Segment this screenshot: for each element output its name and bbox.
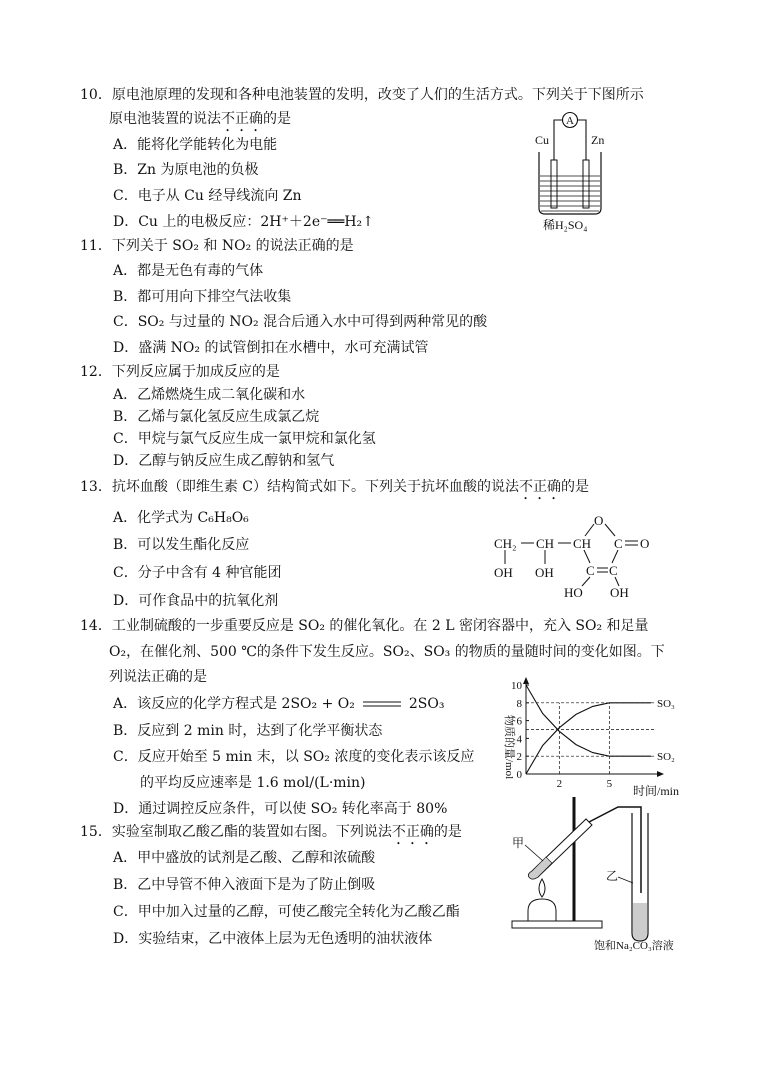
y-tick-label: 10: [511, 680, 522, 692]
jia-label: 甲: [512, 836, 525, 850]
x-tick-label: 2: [556, 778, 563, 790]
y-tick-label: 0: [516, 769, 522, 781]
y-tick-label: 8: [516, 697, 522, 710]
atom-ring-c3: C: [609, 563, 618, 578]
q12-option-a: A．乙烯燃烧生成二氧化碳和水: [113, 387, 306, 403]
q15-option-c: C．甲中加入过量的乙醇，可使乙酸完全转化为乙酸乙酯: [113, 904, 460, 920]
q14-stem-line3: 列说法正确的是: [109, 669, 207, 685]
q15-stem-part: 15．实验室制取乙酸乙酯的装置如右图。下列说法: [80, 824, 392, 840]
ester-apparatus-figure: [498, 793, 698, 955]
bond: [612, 550, 618, 563]
q12-option-b: B．乙烯与氯化氢反应生成氯乙烷: [113, 409, 320, 425]
x-axis-arrow-icon: [657, 771, 664, 777]
reversible-arrow-icon: [359, 698, 405, 710]
y-tick-label: 6: [516, 715, 522, 728]
yi-pointer: [618, 877, 633, 883]
q14-option-d: D．通过调控反应条件，可以使 SO₂ 转化率高于 80%: [113, 801, 448, 817]
q10-emphasis: 不正确: [221, 111, 263, 127]
stand-base: [512, 921, 602, 928]
q11-option-d: D．盛满 NO₂ 的试管倒扣在水槽中，水可充满试管: [113, 340, 429, 356]
series-label: SO₂: [657, 751, 675, 764]
q14-option-b: B．反应到 2 min 时，达到了化学平衡状态: [113, 723, 383, 739]
galvanic-cell-figure: [525, 108, 620, 234]
series-line: [526, 703, 651, 774]
x-tick-label: 5: [606, 778, 613, 790]
solution-hatching: [540, 176, 600, 211]
wire: [578, 120, 587, 160]
atom-ch: CH: [536, 536, 555, 551]
q15-stem-part: 的是: [433, 824, 462, 840]
ammeter-label: A: [566, 115, 574, 127]
q14-option-c-line1: C．反应开始至 5 min 末，以 SO₂ 浓度的变化表示该反应: [113, 749, 475, 765]
zn-label: Zn: [591, 133, 605, 147]
q10-option-c: C．电子从 Cu 经导线流向 Zn: [113, 188, 302, 204]
q13-option-d: D．可作食品中的抗氧化剂: [113, 593, 279, 609]
q12-option-d: D．乙醇与钠反应生成乙醇钠和氢气: [113, 453, 335, 469]
y-tick-label: 2: [516, 751, 522, 764]
q14-stem-line2: O₂，在催化剂、500 ℃的条件下发生反应。SO₂、SO₃ 的物质的量随时间的变化如图。下: [109, 644, 665, 660]
q13-option-c: C．分子中含有 4 种官能团: [113, 565, 282, 581]
q15-stem: [80, 822, 462, 848]
q10-stem-line2: [109, 109, 291, 135]
q11-option-c: C．SO₂ 与过量的 NO₂ 混合后通入水中可得到两种常见的酸: [113, 314, 488, 330]
q11-stem: 11．下列关于 SO₂ 和 NO₂ 的说法正确的是: [80, 238, 354, 254]
q10-stem-line1: 10．原电池原理的发现和各种电池装置的发明，改变了人们的生活方式。下列关于下图所示: [80, 87, 644, 103]
q12-stem: 12．下列反应属于加成反应的是: [80, 364, 280, 380]
x-axis-label: 时间/min: [633, 784, 680, 798]
q11-option-b: B．都可用向下排空气法收集: [113, 289, 292, 305]
q13-stem-part: 的是: [560, 479, 589, 495]
q10-option-a: A．能将化学能转化为电能: [113, 137, 278, 153]
q10-stem-part: 原电池装置的说法: [109, 111, 221, 127]
q10-option-d: D．Cu 上的电极反应：2H⁺＋2e⁻══H₂↑: [113, 214, 374, 230]
bond: [582, 577, 590, 586]
series-label: SO₃: [657, 697, 675, 710]
q13-option-a: A．化学式为 C₆H₈O₆: [113, 510, 249, 526]
q13-stem-part: 13．抗坏血酸（即维生素 C）结构简式如下。下列关于抗坏血酸的说法: [80, 479, 519, 495]
series-line: [526, 685, 651, 756]
atom-ring-c2: C: [586, 563, 595, 578]
yi-label: 乙: [606, 869, 619, 883]
bond: [605, 524, 615, 536]
beaker: [539, 152, 601, 214]
flame-icon: [539, 879, 545, 897]
cu-label: Cu: [535, 133, 550, 147]
y-axis-label: 物质的量/mol: [503, 715, 515, 780]
q10-option-b: B．Zn 为原电池的负极: [113, 162, 259, 178]
atom-oh-4: OH: [610, 585, 629, 600]
yi-solution-label: 饱和Na₂CO₃溶液: [594, 940, 674, 952]
liquid-jia: [528, 857, 552, 879]
alcohol-lamp: [528, 899, 556, 921]
q14-option-a-text: A．该反应的化学方程式是 2SO₂ + O₂: [113, 696, 355, 712]
amount-vs-time-chart: [490, 675, 695, 800]
q10-stem-part: 的是: [263, 111, 291, 127]
atom-ring-c1: C: [614, 536, 623, 551]
q11-option-a: A．都是无色有毒的气体: [113, 263, 264, 279]
bond: [584, 550, 590, 563]
q14-option-c-line2: 的平均反应速率是 1.6 mol/(L·min): [140, 775, 366, 791]
q14-option-a-product: 2SO₃: [408, 696, 445, 712]
bond: [585, 524, 594, 536]
q12-option-c: C．甲烷与氯气反应生成一氯甲烷和氯化氢: [113, 431, 376, 447]
q14-stem-line1: 14．工业制硫酸的一步重要反应是 SO₂ 的催化氧化。在 2 L 密闭容器中，充入 SO₂ 和足量: [80, 618, 649, 634]
atom-ho: HO: [564, 585, 583, 600]
jia-pointer: [525, 845, 543, 861]
atom-ring-o: O: [594, 513, 604, 528]
liquid-yi: [633, 903, 647, 940]
solution-label: 稀H₂SO₄: [543, 218, 588, 232]
atom-ring-ch: CH: [573, 536, 592, 551]
y-axis-arrow-icon: [523, 677, 529, 684]
q15-option-d: D．实验结束，乙中液体上层为无色透明的油状液体: [113, 931, 433, 947]
atom-oh-1: OH: [494, 565, 513, 580]
atom-oh-2: OH: [535, 565, 554, 580]
q15-option-a: A．甲中盛放的试剂是乙酸、乙醇和浓硫酸: [113, 850, 376, 866]
q15-option-b: B．乙中导管不伸入液面下是为了防止倒吸: [113, 877, 376, 893]
q14-option-a: [113, 694, 444, 714]
q13-stem: [80, 477, 589, 503]
q13-emphasis: 不正确: [518, 479, 561, 495]
atom-ch2: CH₂: [494, 536, 517, 551]
q15-emphasis: 不正确: [391, 824, 434, 840]
y-tick-label: 4: [516, 733, 522, 746]
ascorbic-acid-structure: [488, 508, 660, 602]
q13-option-b: B．可以发生酯化反应: [113, 537, 250, 553]
atom-keto-o: O: [640, 536, 650, 551]
wire: [554, 120, 563, 160]
